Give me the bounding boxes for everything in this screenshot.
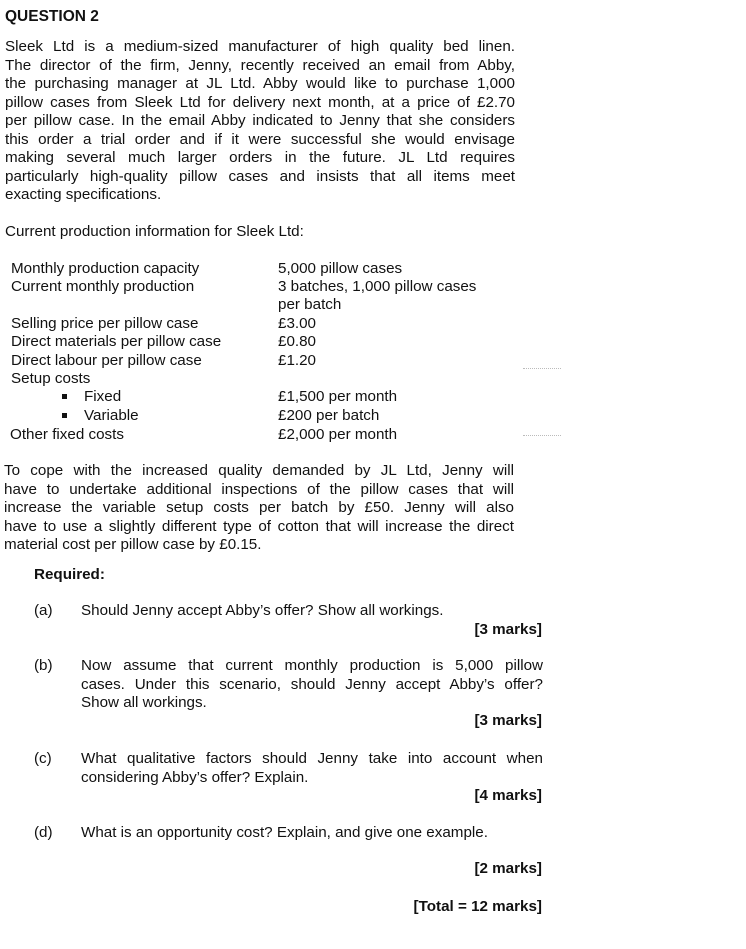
current-production-label: Current monthly production — [11, 278, 195, 295]
cope-paragraph — [4, 462, 514, 555]
cope-line: To cope with the increased quality demanded by JL Ltd, Jenny will — [4, 462, 514, 479]
intro-line: making several much larger orders in the future. JL Ltd requires — [5, 149, 515, 166]
setup-fixed-label: Fixed — [84, 388, 122, 405]
capacity-label: Monthly production capacity — [11, 260, 200, 277]
setup-costs-label: Setup costs — [11, 370, 91, 387]
question-a-text — [81, 602, 543, 621]
production-heading: Current production information for Sleek Ltd: — [5, 223, 304, 240]
direct-materials-value: £0.80 — [278, 333, 317, 350]
intro-line: pillow cases from Sleek Ltd for delivery next month, at a price of £2.70 — [5, 93, 515, 111]
question-d-text — [81, 824, 543, 843]
total-marks: [Total = 12 marks] — [413, 898, 542, 915]
intro-line: Sleek Ltd is a medium-sized manufacturer of high quality bed linen. — [5, 38, 515, 55]
intro-line: the purchasing manager at JL Ltd. Abby would like to purchase 1,000 — [5, 75, 515, 92]
question-b-label: (b) — [34, 657, 53, 674]
intro-paragraph — [5, 38, 515, 205]
question-b-line: cases. Under this scenario, should Jenny accept Abby’s offer? — [81, 675, 543, 693]
cope-line: increase the variable setup costs per batch by £50. Jenny will also — [4, 499, 514, 516]
bullet-icon — [62, 394, 67, 399]
question-a-label: (a) — [34, 602, 53, 619]
question-a-marks: [3 marks] — [474, 621, 542, 638]
intro-line: exacting specifications. — [5, 186, 162, 203]
question-c-text — [81, 750, 543, 787]
setup-variable-label: Variable — [84, 407, 139, 424]
scan-mark — [523, 435, 561, 436]
question-d-label: (d) — [34, 824, 53, 841]
question-b-text — [81, 657, 543, 713]
required-heading: Required: — [34, 566, 105, 583]
cope-line: material cost per pillow case by £0.15. — [4, 536, 262, 553]
current-production-value-line1: 3 batches, 1,000 pillow cases — [278, 278, 477, 295]
selling-price-value: £3.00 — [278, 315, 317, 332]
direct-labour-label: Direct labour per pillow case — [11, 352, 202, 369]
question-c-line: considering Abby’s offer? Explain. — [81, 768, 309, 786]
other-fixed-label: Other fixed costs — [10, 426, 124, 443]
direct-labour-value: £1.20 — [278, 352, 317, 369]
setup-fixed-value: £1,500 per month — [278, 388, 398, 405]
cope-line: have to undertake additional inspections of the pillow cases that will — [4, 480, 514, 498]
question-d-marks: [2 marks] — [474, 860, 542, 877]
question-c-marks: [4 marks] — [474, 787, 542, 804]
question-c-label: (c) — [34, 750, 52, 767]
scan-mark — [523, 368, 561, 369]
question-a-line: Should Jenny accept Abby’s offer? Show all workings. — [81, 602, 444, 619]
question-b-marks: [3 marks] — [474, 712, 542, 729]
question-d-line: What is an opportunity cost? Explain, and give one example. — [81, 824, 488, 841]
selling-price-label: Selling price per pillow case — [11, 315, 199, 332]
intro-line: per pillow case. In the email Abby indicated to Jenny that she considers — [5, 112, 515, 129]
cope-line: have to use a slightly different type of cotton that will increase the direct — [4, 517, 514, 535]
other-fixed-value: £2,000 per month — [278, 426, 398, 443]
question-title: QUESTION 2 — [5, 8, 99, 25]
direct-materials-label: Direct materials per pillow case — [11, 333, 222, 350]
intro-line: The director of the firm, Jenny, recently received an email from Abby, — [5, 56, 515, 74]
question-c-line: What qualitative factors should Jenny take into account when — [81, 750, 543, 767]
question-b-line: Now assume that current monthly production is 5,000 pillow — [81, 657, 543, 674]
bullet-icon — [62, 413, 67, 418]
capacity-value: 5,000 pillow cases — [278, 260, 403, 277]
intro-line: this order a trial order and if it were successful she would envisage — [5, 130, 515, 148]
question-b-line: Show all workings. — [81, 694, 207, 711]
setup-variable-value: £200 per batch — [278, 407, 380, 424]
current-production-value-line2: per batch — [278, 296, 342, 313]
intro-line: particularly high-quality pillow cases and insists that all items meet — [5, 167, 515, 185]
